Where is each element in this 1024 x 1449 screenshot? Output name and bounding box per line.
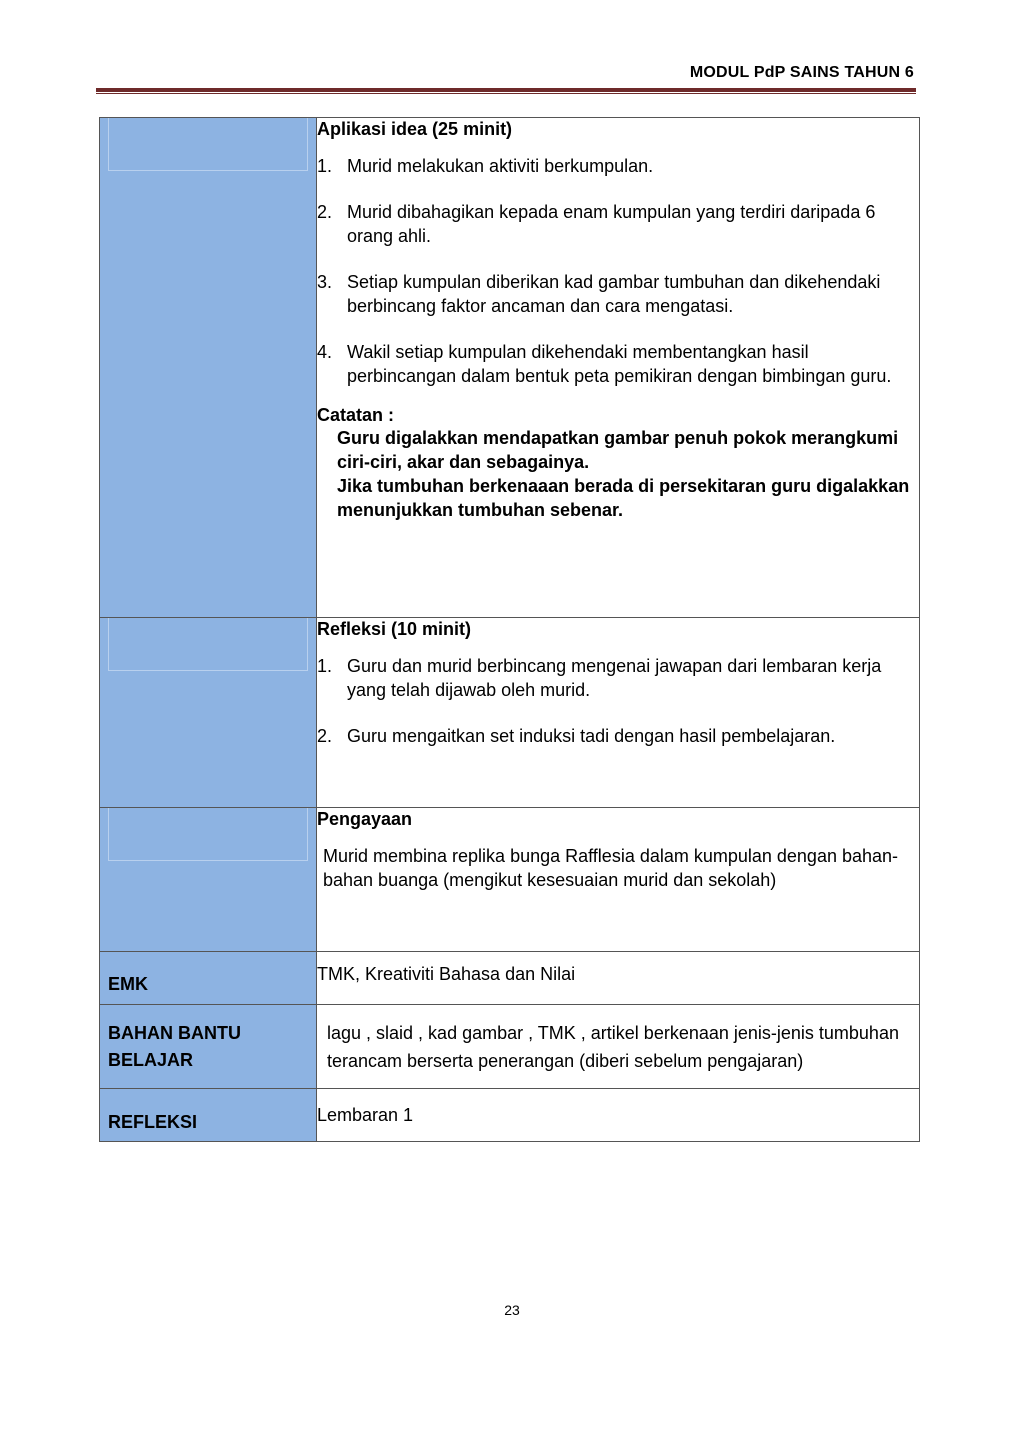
emk-label-cell bbox=[100, 952, 317, 1005]
page-number: 23 bbox=[504, 1302, 520, 1318]
side-inner-box bbox=[108, 808, 308, 861]
emk-row bbox=[100, 952, 920, 1005]
aplikasi-steps bbox=[317, 154, 919, 388]
list-item: 4. Wakil setiap kumpulan dikehendaki membentangkan hasil perbincangan dalam bentuk peta pemikiran dengan bimbingan guru. bbox=[317, 342, 892, 386]
aplikasi-content-cell bbox=[317, 118, 920, 618]
list-item: 2. Guru mengaitkan set induksi tadi dengan hasil pembelajaran. bbox=[317, 726, 836, 746]
list-item: 3. Setiap kumpulan diberikan kad gambar tumbuhan dan dikehendaki berbincang faktor ancaman dan cara mengatasi. bbox=[317, 272, 881, 316]
refleksi-steps bbox=[317, 654, 919, 748]
bbb-content-cell bbox=[317, 1005, 920, 1089]
header-rule-thin bbox=[96, 93, 916, 94]
bbb-label-cell bbox=[100, 1005, 317, 1089]
refleksi-text: Lembaran 1 bbox=[317, 1105, 414, 1125]
pengayaan-title: Pengayaan bbox=[317, 809, 413, 829]
emk-label: EMK bbox=[108, 973, 148, 994]
aplikasi-side-cell bbox=[100, 118, 317, 618]
bbb-label: BAHAN BANTU BELAJAR bbox=[108, 1022, 241, 1070]
note-line-1: Guru digalakkan mendapatkan gambar penuh pokok merangkumi ciri-ciri, akar dan sebagainya. bbox=[337, 428, 899, 472]
refleksi-content-cell bbox=[317, 1089, 920, 1142]
bbb-text: lagu , slaid , kad gambar , TMK , artikel berkenaan jenis-jenis tumbuhan terancam berserta penerangan (diberi sebelum pengajaran) bbox=[327, 1022, 899, 1071]
pengayaan-text: Murid membina replika bunga Rafflesia dalam kumpulan dengan bahan-bahan buanga (mengikut kesesuaian murid dan sekolah) bbox=[323, 846, 899, 890]
list-item: 1. Murid melakukan aktiviti berkumpulan. bbox=[317, 156, 654, 176]
refleksi-row bbox=[100, 1089, 920, 1142]
document-header-title: MODUL PdP SAINS TAHUN 6 bbox=[689, 64, 914, 81]
refleksi-content-cell bbox=[317, 618, 920, 808]
emk-text: TMK, Kreativiti Bahasa dan Nilai bbox=[317, 964, 576, 984]
refleksi-side-cell bbox=[100, 618, 317, 808]
pengayaan-row bbox=[100, 808, 920, 952]
emk-content-cell bbox=[317, 952, 920, 1005]
bbb-row bbox=[100, 1005, 920, 1089]
side-inner-box bbox=[108, 618, 308, 671]
refleksi-label-cell bbox=[100, 1089, 317, 1142]
pengayaan-side-cell bbox=[100, 808, 317, 952]
list-item: 2. Murid dibahagikan kepada enam kumpulan yang terdiri daripada 6 orang ahli. bbox=[317, 202, 876, 246]
note-label: Catatan : bbox=[317, 405, 395, 425]
refleksi-section-title: Refleksi (10 minit) bbox=[317, 619, 472, 639]
note-line-2: Jika tumbuhan berkenaaan berada di persekitaran guru digalakkan menunjukkan tumbuhan sebenar. bbox=[337, 476, 910, 520]
pengayaan-content-cell bbox=[317, 808, 920, 952]
aplikasi-row bbox=[100, 118, 920, 618]
aplikasi-title: Aplikasi idea (25 minit) bbox=[317, 119, 513, 139]
list-item: 1. Guru dan murid berbincang mengenai jawapan dari lembaran kerja yang telah dijawab oleh murid. bbox=[317, 656, 882, 700]
side-inner-box bbox=[108, 118, 308, 171]
refleksi-label: REFLEKSI bbox=[108, 1112, 198, 1132]
lesson-plan-table bbox=[99, 117, 920, 1142]
header-rule bbox=[96, 88, 916, 92]
refleksi-section-row bbox=[100, 618, 920, 808]
